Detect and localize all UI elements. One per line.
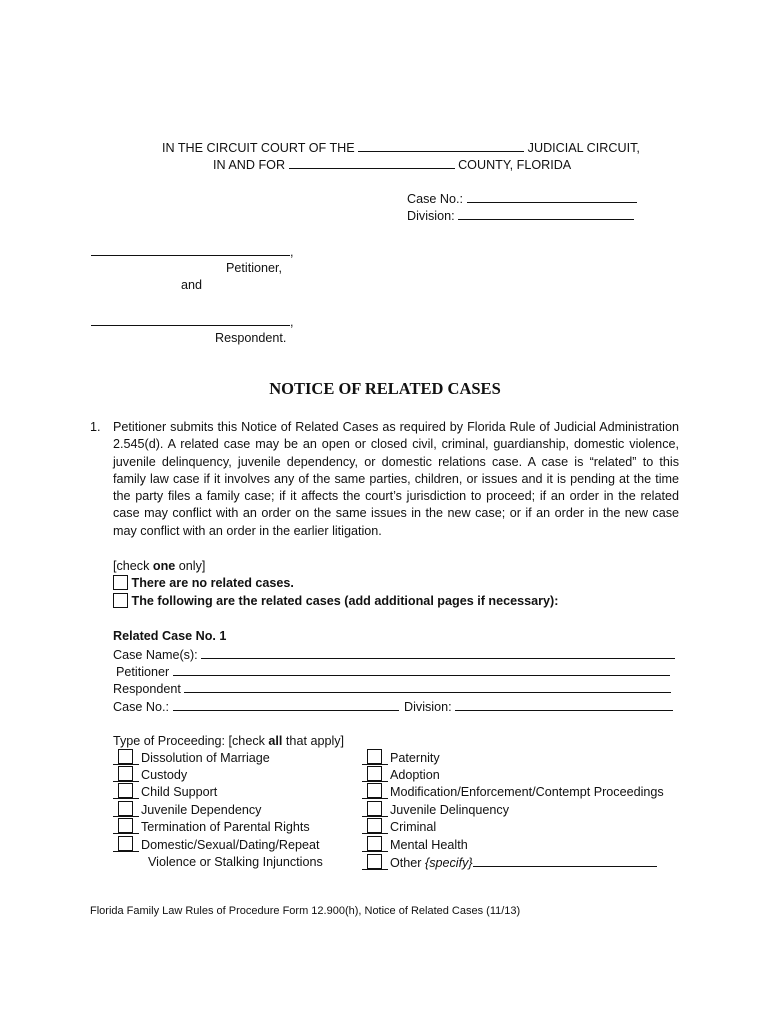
respondent-name-line [91,313,294,331]
proceeding-dissolution [113,750,270,767]
adoption-label: Adoption [390,768,440,782]
proceeding-label-bold: all [268,734,283,748]
instruction-bold: one [152,559,176,573]
case-number-field[interactable] [467,190,637,203]
child-support-checkbox[interactable] [113,784,139,799]
proceeding-termination [113,819,310,836]
option-following-related-cases [113,593,558,610]
related-petitioner-line [116,663,670,681]
court-label: IN THE CIRCUIT COURT OF THE [162,141,355,155]
other-specify-hint: {specify} [425,856,473,870]
no-related-cases-label: There are no related cases. [131,576,294,590]
division-line [407,207,634,225]
in-and-for-label: IN AND FOR [213,158,286,172]
judicial-circuit-field[interactable] [358,139,524,152]
proceeding-criminal [362,819,436,836]
case-names-field[interactable] [201,646,675,659]
respondent-name-field[interactable] [91,313,290,326]
domestic-violence-continuation: Violence or Stalking Injunctions [148,855,323,869]
no-related-cases-checkbox[interactable] [113,575,128,590]
related-petitioner-field[interactable] [173,663,670,676]
petitioner-name-field[interactable] [91,243,290,256]
proceeding-juvenile-dependency [113,802,261,819]
proceeding-label-pre: Type of Proceeding: [check [113,734,269,748]
mental-health-label: Mental Health [390,838,468,852]
dissolution-checkbox[interactable] [113,750,139,765]
county-field[interactable] [289,156,455,169]
related-case-heading [113,628,226,645]
court-header-line-2 [213,156,571,174]
juvenile-delinquency-checkbox[interactable] [362,802,388,817]
instruction-pre: [check [113,559,153,573]
and-label: and [181,278,203,292]
section-number: 1. [90,420,101,434]
domestic-violence-label: Domestic/Sexual/Dating/Repeat [141,838,320,852]
paternity-checkbox[interactable] [362,750,388,765]
respondent-label: Respondent. [215,331,287,345]
case-number-label: Case No.: [407,192,463,206]
child-support-label: Child Support [141,785,218,799]
paternity-label: Paternity [390,751,440,765]
modification-checkbox[interactable] [362,784,388,799]
domestic-violence-checkbox[interactable] [113,837,139,852]
proceeding-paternity [362,750,440,767]
division-field[interactable] [458,207,634,220]
check-one-instruction [113,558,205,575]
criminal-label: Criminal [390,820,437,834]
proceeding-type-label [113,733,344,750]
termination-label: Termination of Parental Rights [141,820,310,834]
related-case-number-line [113,698,673,716]
case-names-label: Case Name(s): [113,648,198,662]
section-1-text: Petitioner submits this Notice of Related Cases as required by Florida Rule of Judicial Administration 2.545(d). A related case may be an open or closed civil, criminal, guardianship, domestic violence, juvenile delinquency, juvenile dependency, or domestic relations case. A case is “related” to this family law case if it involves any of the same parties, children, or issues and it is pending at the time the party files a family case; if it affects the court’s jurisdiction to proceed; if an order in the related case may conflict with an order on the same issues in the new case; or if an order in the new case may conflict with an order in the earlier litigation. [113,420,679,538]
proceeding-modification [362,784,664,801]
dissolution-label: Dissolution of Marriage [141,751,270,765]
petitioner-name-line [91,243,294,261]
form-footer: Florida Family Law Rules of Procedure Form 12.900(h), Notice of Related Cases (11/13) [90,905,521,917]
other-checkbox[interactable] [362,855,388,870]
proceeding-adoption [362,767,440,784]
juvenile-delinquency-label: Juvenile Delinquency [390,803,510,817]
comma: , [290,245,294,259]
following-related-cases-checkbox[interactable] [113,593,128,608]
related-respondent-field[interactable] [184,680,671,693]
related-case-number-field[interactable] [173,698,399,711]
mental-health-checkbox[interactable] [362,837,388,852]
proceeding-juvenile-delinquency [362,802,509,819]
other-label: Other [390,856,422,870]
custody-label: Custody [141,768,188,782]
petitioner-label: Petitioner, [226,261,283,275]
related-respondent-line [113,680,671,698]
related-petitioner-label: Petitioner [116,665,170,679]
custody-checkbox[interactable] [113,767,139,782]
related-division-field[interactable] [455,698,673,711]
division-label: Division: [407,209,455,223]
proceeding-mental-health [362,837,468,854]
document-title: NOTICE OF RELATED CASES [269,379,501,398]
related-division-label: Division: [404,700,452,714]
related-respondent-label: Respondent [113,682,181,696]
related-case-number-label: Case No.: [113,700,169,714]
related-case-names-line [113,646,675,664]
criminal-checkbox[interactable] [362,819,388,834]
proceeding-child-support [113,784,217,801]
comma: , [290,315,294,329]
termination-checkbox[interactable] [113,819,139,834]
proceeding-domestic-violence [113,837,320,854]
instruction-post: only] [175,559,206,573]
proceeding-label-post: that apply] [282,734,345,748]
juvenile-dependency-checkbox[interactable] [113,802,139,817]
court-header-line-1 [162,139,640,157]
adoption-checkbox[interactable] [362,767,388,782]
proceeding-custody [113,767,187,784]
county-label: COUNTY, FLORIDA [458,158,572,172]
modification-label: Modification/Enforcement/Contempt Proceedings [390,785,664,799]
following-related-cases-label: The following are the related cases (add additional pages if necessary): [131,594,559,608]
case-number-line [407,190,637,208]
judicial-circuit-label: JUDICIAL CIRCUIT, [527,141,640,155]
proceeding-other [362,854,657,872]
other-specify-field[interactable] [473,854,657,867]
option-no-related-cases [113,575,294,592]
related-case-heading-text: Related Case No. 1 [113,629,227,643]
juvenile-dependency-label: Juvenile Dependency [141,803,262,817]
